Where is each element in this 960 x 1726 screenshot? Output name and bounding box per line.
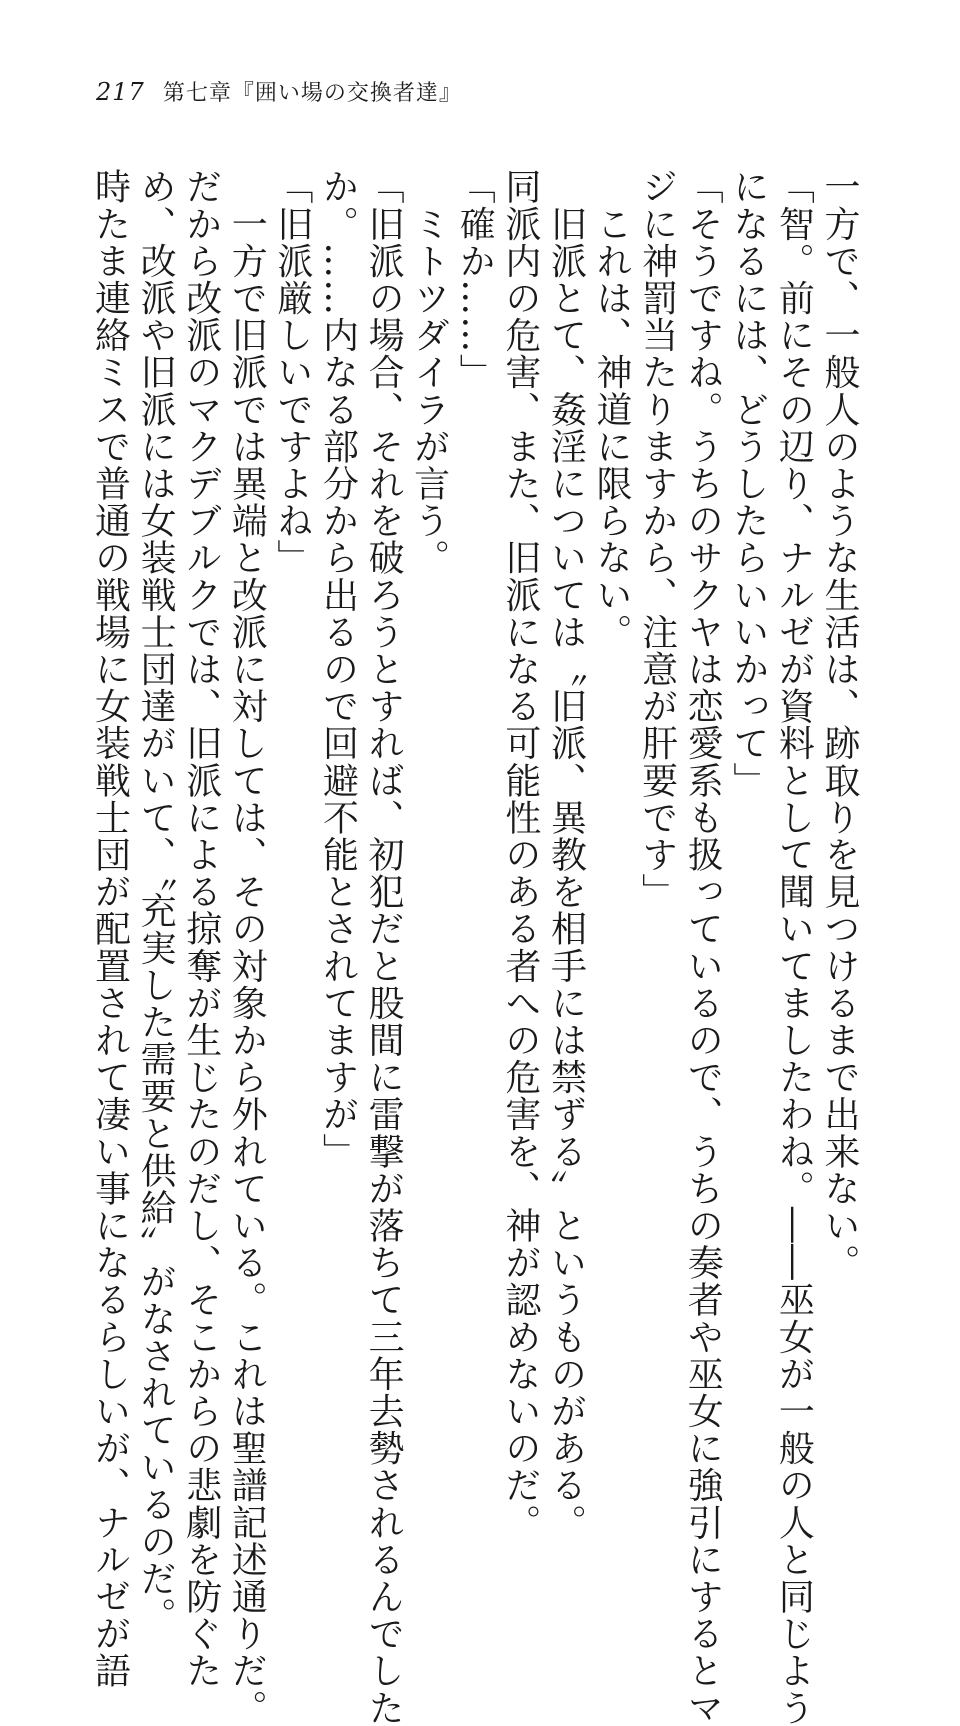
text-line: 一方で、一般人のような生活は、跡取りを見つけるまで出来ない。 xyxy=(819,168,860,1281)
page-number: 217 xyxy=(96,78,145,106)
text-line: 旧派とて、姦淫については〝旧派、異教を相手には禁ずる〟というものがある。 xyxy=(545,168,587,1541)
running-head xyxy=(96,76,462,107)
text-line: め、改派や旧派には女装戦士団達がいて、〝充実した需要と供給〟がなされているのだ。 xyxy=(135,168,177,1634)
text-line: だから改派のマクデブルクでは、旧派による掠奪が生じたのだし、そこからの悲劇を防ぐた xyxy=(180,168,222,1690)
text-line: になるには、どうしたらいいかって」 xyxy=(727,168,769,799)
text-line: 「確か……」 xyxy=(454,168,496,391)
text-line: 「智。前にその辺り、ナルゼが資料として聞いてましたわね。――巫女が一般の人と同じよう xyxy=(773,168,815,1726)
text-line: か。……内なる部分から出るので回避不能とされてますが」 xyxy=(317,168,359,1170)
text-line: 同派内の危害、また、旧派になる可能性のある者への危害を、神が認めないのだ。 xyxy=(499,168,541,1541)
text-line: 「旧派の場合、それを破ろうとすれば、初犯だと股間に雷撃が落ちて三年去勢されるんでした xyxy=(363,168,405,1726)
text-line: ジに神罰当たりますから、注意が肝要です」 xyxy=(636,168,678,910)
text-line: ミトツダイラが言う。 xyxy=(408,168,450,577)
text-line: 「そうですね。うちのサクヤは恋愛系も扱っているので、うちの奏者や巫女に強引にするとマ xyxy=(682,168,724,1726)
text-line: 時たま連絡ミスで普通の戦場に女装戦士団が配置されて凄い事になるらしいが、ナルゼが語 xyxy=(89,168,131,1690)
text-line: 一方で旧派では異端と改派に対しては、その対象から外れている。これは聖譜記述通りだ。 xyxy=(226,168,268,1726)
text-line: 「旧派厳しいですよね」 xyxy=(271,168,313,577)
chapter-title: 第七章『囲い場の交換者達』 xyxy=(162,81,462,106)
body-text xyxy=(87,168,862,1726)
text-line: これは、神道に限らない。 xyxy=(591,168,633,651)
